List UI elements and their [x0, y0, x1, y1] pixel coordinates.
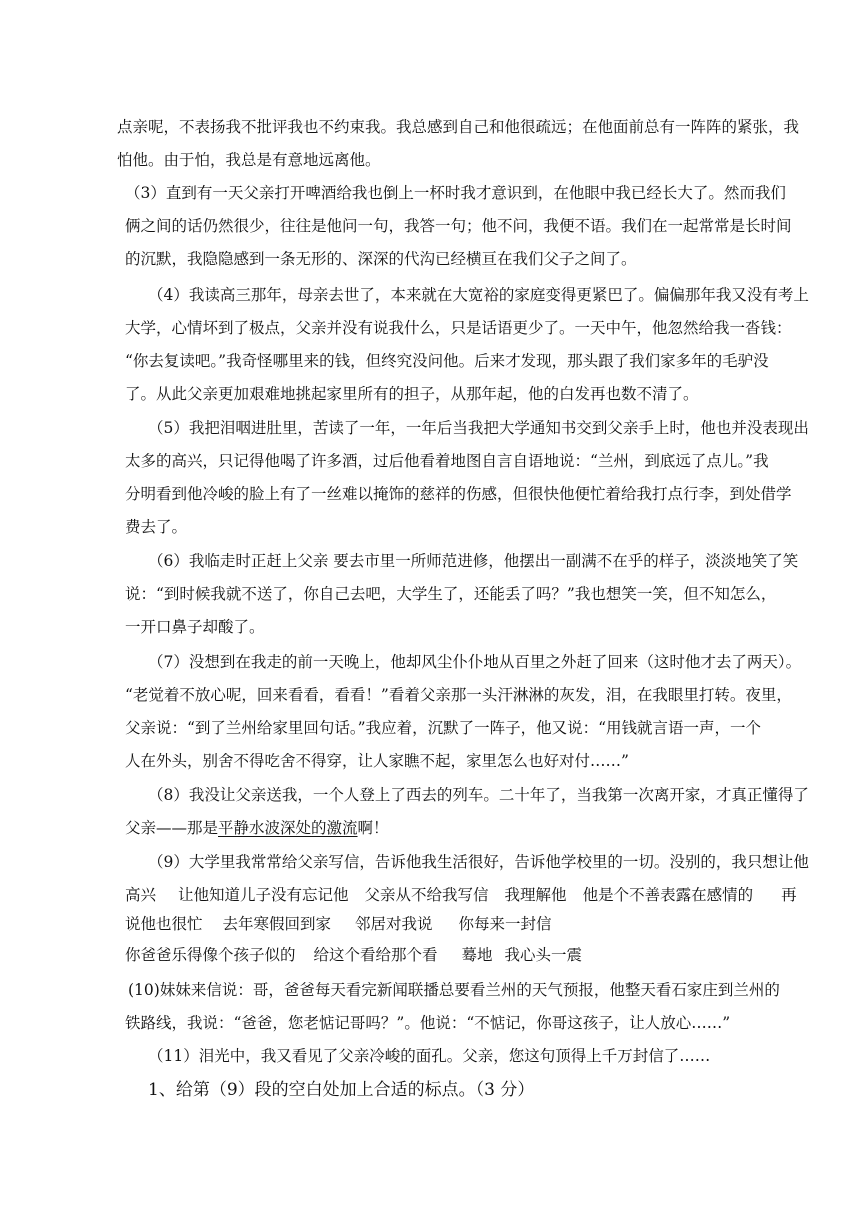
paragraph-9-line: （9）大学里我常常给父亲写信，告诉他我生活很好，告诉他学校里的一切。没别的，我只想让他 — [148, 853, 809, 871]
blank-text-segment: 我理解他 — [504, 886, 567, 904]
blank-text-segment: 蓦地 — [461, 946, 493, 964]
text-line: 了。从此父亲更加艰难地挑起家里所有的担子，从那年起，他的白发再也数不清了。 — [125, 385, 699, 403]
paragraph-3-line: （3）直到有一天父亲打开啤酒给我也倒上一杯时我才意识到，在他眼中我已经长大了。然而我们 — [125, 184, 786, 202]
blank-text-segment: 我心头一震 — [504, 946, 583, 964]
fill-in-blank-line — [125, 945, 582, 965]
text-line: 父亲说：“到了兰州给家里回句话。”我应着，沉默了一阵子，他又说：“用钱就言语一声，一个 — [125, 719, 762, 737]
question-1: 1、给第（9）段的空白处加上合适的标点。（3 分） — [148, 1080, 535, 1100]
text-line: 的沉默，我隐隐感到一条无形的、深深的代沟已经横亘在我们父子之间了。 — [125, 250, 637, 268]
underlined-phrase: 平静水波深处的激流 — [218, 819, 358, 837]
text-line: 费去了。 — [125, 518, 188, 536]
text-line — [125, 818, 389, 838]
blank-text-segment: 说他也很忙 — [125, 915, 203, 933]
paragraph-5-line: （5）我把泪咽进肚里，苦读了一年，一年后当我把大学通知书交到父亲手上时，他也并没表现出 — [148, 419, 809, 437]
paragraph-4-line: （4）我读高三那年，母亲去世了，本来就在大宽裕的家庭变得更紧巴了。偏偏那年我又没有考上 — [148, 286, 809, 304]
text-segment: 啊！ — [357, 819, 389, 837]
blank-text-segment: 你每来一封信 — [458, 915, 552, 933]
blank-text-segment: 邻居对我说 — [355, 915, 433, 933]
text-line: 人在外头，别舍不得吃舍不得穿，让人家瞧不起，家里怎么也好对付……” — [125, 752, 629, 770]
blank-text-segment: 给这个看给那个看 — [313, 946, 438, 964]
text-line: 太多的高兴，只记得他喝了许多酒，过后他看着地图自言自语地说：“兰州，到底远了点儿。”我 — [125, 452, 769, 470]
blank-text-segment: 再 — [781, 886, 797, 904]
text-line: 分明看到他冷峻的脸上有了一丝难以掩饰的慈祥的伤感，但很快他便忙着给我打点行李，到处借学 — [125, 485, 792, 503]
text-line: 怕他。由于怕，我总是有意地远离他。 — [117, 151, 381, 169]
blank-text-segment: 让他知道儿子没有忘记他 — [178, 886, 349, 904]
text-segment: 父亲——那是 — [125, 819, 219, 837]
paragraph-6-line: （6）我临走时正赶上父亲 要去市里一所师范进修，他摆出一副满不在乎的样子，淡淡地笑了笑 — [148, 552, 799, 570]
blank-text-segment: 他是个不善表露在感情的 — [582, 886, 754, 904]
text-line: 大学，心情坏到了极点，父亲并没有说我什么，只是话语更少了。一天中午，他忽然给我一沓钱： — [125, 319, 792, 337]
text-line: 俩之间的话仍然很少，往往是他问一句，我答一句；他不问，我便不语。我们在一起常常是长时间 — [125, 217, 792, 235]
text-line: “你去复读吧。”我奇怪哪里来的钱，但终究没问他。后来才发现，那头跟了我们家多年的毛驴没 — [125, 352, 769, 370]
text-line: 铁路线，我说：“爸爸，您老惦记哥吗？”。他说：“不惦记，你哥这孩子，让人放心……” — [125, 1014, 731, 1032]
text-line: 说：“到时候我就不送了，你自己去吧，大学生了，还能丢了吗？”我也想笑一笑，但不知怎么， — [125, 585, 777, 603]
text-line: 一开口鼻子却酸了。 — [125, 618, 265, 636]
blank-text-segment: 高兴 — [125, 886, 157, 904]
paragraph-10-line: (10)妹妹来信说：哥，爸爸每天看完新闻联播总要看兰州的天气预报，他整天看石家庄到兰州的 — [128, 981, 780, 999]
paragraph-11-line: （11）泪光中，我又看见了父亲冷峻的面孔。父亲，您这句顶得上千万封信了…… — [148, 1047, 711, 1065]
blank-text-segment: 父亲从不给我写信 — [364, 886, 489, 904]
text-line: “老觉着不放心呢，回来看看，看看！”看着父亲那一头汗淋淋的灰发，泪，在我眼里打转。夜里， — [125, 686, 792, 704]
fill-in-blank-line — [125, 914, 552, 934]
paragraph-7-line: （7）没想到在我走的前一天晚上，他却风尘仆仆地从百里之外赶了回来（这时他才去了两天）。 — [148, 653, 802, 671]
blank-text-segment: 去年寒假回到家 — [222, 915, 332, 933]
fill-in-blank-line — [125, 885, 797, 905]
blank-text-segment: 你爸爸乐得像个孩子似的 — [125, 946, 296, 964]
text-line: 点亲呢，不表扬我不批评我也不约束我。我总感到自己和他很疏远；在他面前总有一阵阵的紧张，我 — [117, 118, 800, 136]
paragraph-8-line: （8）我没让父亲送我，一个人登上了西去的列车。二十年了，当我第一次离开家，才真正懂得了 — [148, 786, 809, 804]
